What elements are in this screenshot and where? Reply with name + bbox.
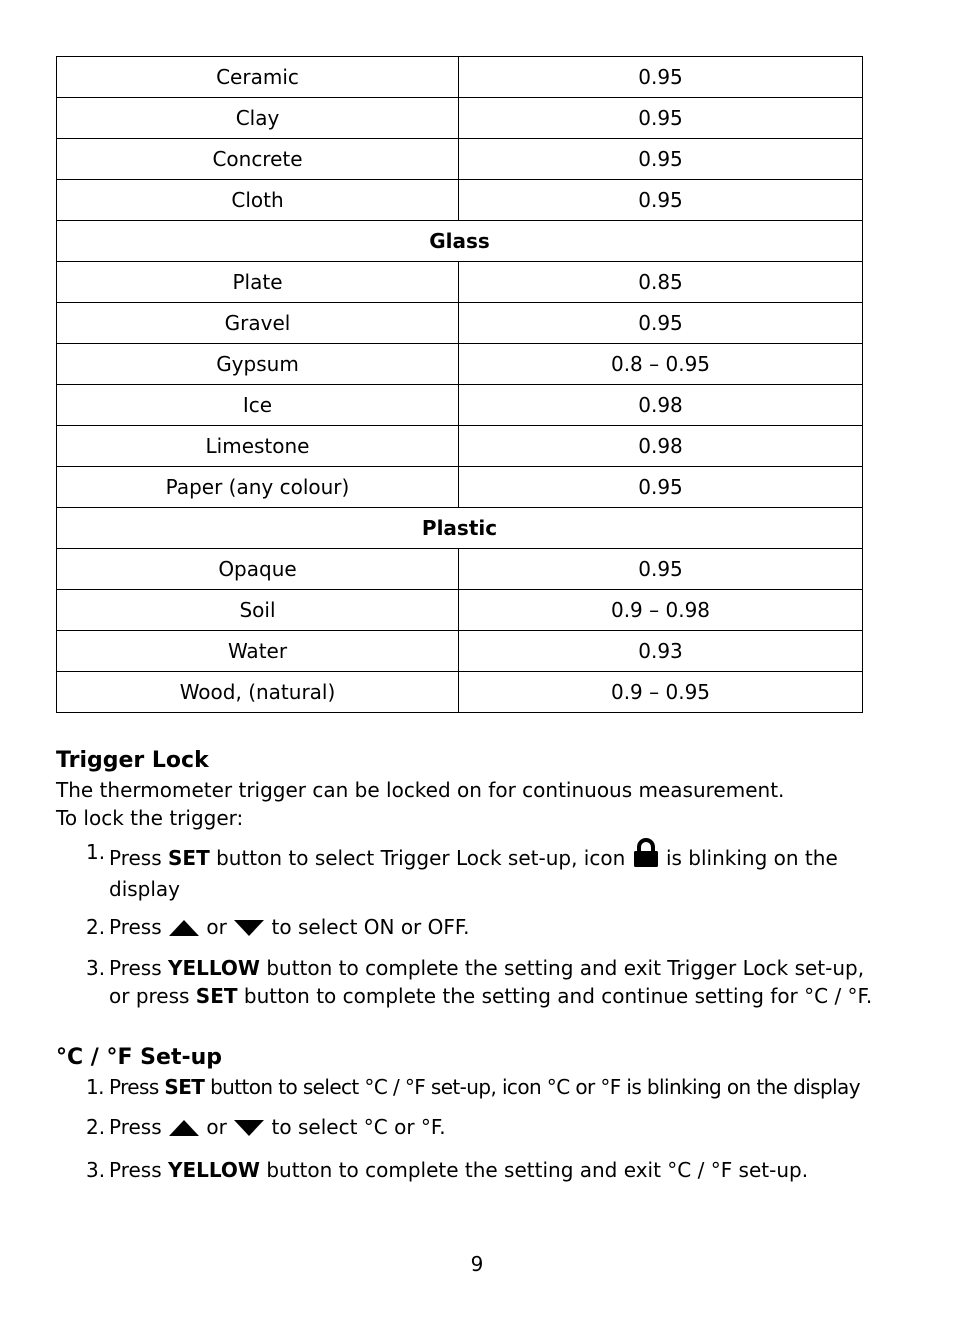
table-row	[57, 139, 863, 180]
emissivity-cell: 0.8 – 0.95	[459, 344, 863, 385]
material-cell: Water	[57, 631, 459, 672]
table-row	[57, 590, 863, 631]
emissivity-cell: 0.9 – 0.98	[459, 590, 863, 631]
trigger-lock-instruction: To lock the trigger:	[56, 806, 244, 830]
table-row	[57, 303, 863, 344]
emissivity-cell: 0.95	[459, 467, 863, 508]
material-cell: Gypsum	[57, 344, 459, 385]
emissivity-table	[56, 56, 863, 713]
step-number: 2.	[86, 1115, 106, 1139]
table-row	[57, 262, 863, 303]
material-cell: Plate	[57, 262, 459, 303]
emissivity-cell: 0.95	[459, 549, 863, 590]
step-text: Press	[109, 915, 168, 939]
step-text: button to select Trigger Lock set-up, icon	[209, 846, 632, 870]
table-row	[57, 672, 863, 713]
step-text: button to complete the setting and continue setting for °C / °F.	[237, 984, 873, 1008]
step-text: Press	[109, 846, 168, 870]
emissivity-cell: 0.98	[459, 426, 863, 467]
material-cell: Concrete	[57, 139, 459, 180]
step-number: 2.	[86, 915, 106, 939]
table-row	[57, 180, 863, 221]
units-setup-step-3	[56, 1156, 876, 1184]
units-setup-heading: °C / °F Set-up	[56, 1045, 223, 1070]
step-number: 3.	[86, 1158, 106, 1182]
step-text: Press	[109, 956, 168, 980]
trigger-lock-step-1	[56, 838, 876, 903]
step-text: to select °C or °F.	[265, 1115, 446, 1139]
group-label: Plastic	[57, 508, 863, 549]
emissivity-cell: 0.95	[459, 139, 863, 180]
emissivity-cell: 0.95	[459, 303, 863, 344]
trigger-lock-step-2	[56, 913, 876, 944]
material-cell: Wood, (natural)	[57, 672, 459, 713]
units-setup-section	[56, 1043, 876, 1184]
step-text: or	[200, 915, 234, 939]
step-number: 1.	[86, 1075, 104, 1099]
trigger-lock-section	[56, 746, 876, 1010]
trigger-lock-step-3	[56, 954, 876, 1010]
step-number: 3.	[86, 956, 106, 980]
table-row	[57, 344, 863, 385]
material-cell: Ceramic	[57, 57, 459, 98]
material-cell: Soil	[57, 590, 459, 631]
triangle-up-icon	[168, 1116, 200, 1144]
table-group-row	[57, 221, 863, 262]
material-cell: Limestone	[57, 426, 459, 467]
step-text: button to select °C / °F set-up, icon °C or °F is blinking on the display	[204, 1075, 860, 1099]
step-text: to select ON or OFF.	[265, 915, 470, 939]
yellow-button-label: YELLOW	[168, 1158, 260, 1182]
step-text: or	[200, 1115, 234, 1139]
emissivity-table-body	[57, 57, 863, 713]
material-cell: Clay	[57, 98, 459, 139]
emissivity-cell: 0.93	[459, 631, 863, 672]
table-row	[57, 631, 863, 672]
trigger-lock-heading: Trigger Lock	[56, 748, 209, 773]
step-number: 1.	[86, 840, 106, 864]
table-row	[57, 467, 863, 508]
triangle-down-icon	[233, 916, 265, 944]
trigger-lock-steps	[56, 838, 876, 1010]
table-row	[57, 57, 863, 98]
material-cell: Ice	[57, 385, 459, 426]
group-label: Glass	[57, 221, 863, 262]
units-setup-step-1	[56, 1073, 876, 1101]
emissivity-cell: 0.95	[459, 98, 863, 139]
table-row	[57, 426, 863, 467]
emissivity-cell: 0.98	[459, 385, 863, 426]
table-row	[57, 385, 863, 426]
material-cell: Paper (any colour)	[57, 467, 459, 508]
lock-icon	[632, 838, 660, 875]
units-setup-step-2	[56, 1113, 876, 1144]
triangle-up-icon	[168, 916, 200, 944]
step-text: Press	[109, 1115, 168, 1139]
set-button-label: SET	[164, 1075, 205, 1099]
material-cell: Cloth	[57, 180, 459, 221]
step-text: Press	[109, 1158, 168, 1182]
trigger-lock-intro: The thermometer trigger can be locked on for continuous measurement.	[56, 778, 785, 802]
table-group-row	[57, 508, 863, 549]
step-text: is blinking on the display	[109, 846, 838, 901]
emissivity-cell: 0.95	[459, 180, 863, 221]
emissivity-cell: 0.85	[459, 262, 863, 303]
yellow-button-label: YELLOW	[168, 956, 260, 980]
page-number: 9	[470, 1252, 484, 1276]
units-setup-steps	[56, 1073, 876, 1184]
set-button-label: SET	[168, 846, 210, 870]
triangle-down-icon	[233, 1116, 265, 1144]
set-button-label: SET	[195, 984, 238, 1008]
table-row	[57, 98, 863, 139]
table-row	[57, 549, 863, 590]
material-cell: Opaque	[57, 549, 459, 590]
step-text: button to complete the setting and exit Trigger Lock set-up, or press	[109, 956, 865, 1008]
material-cell: Gravel	[57, 303, 459, 344]
emissivity-cell: 0.9 – 0.95	[459, 672, 863, 713]
step-text: Press	[109, 1075, 165, 1099]
step-text: button to complete the setting and exit °C / °F set-up.	[259, 1158, 809, 1182]
emissivity-cell: 0.95	[459, 57, 863, 98]
